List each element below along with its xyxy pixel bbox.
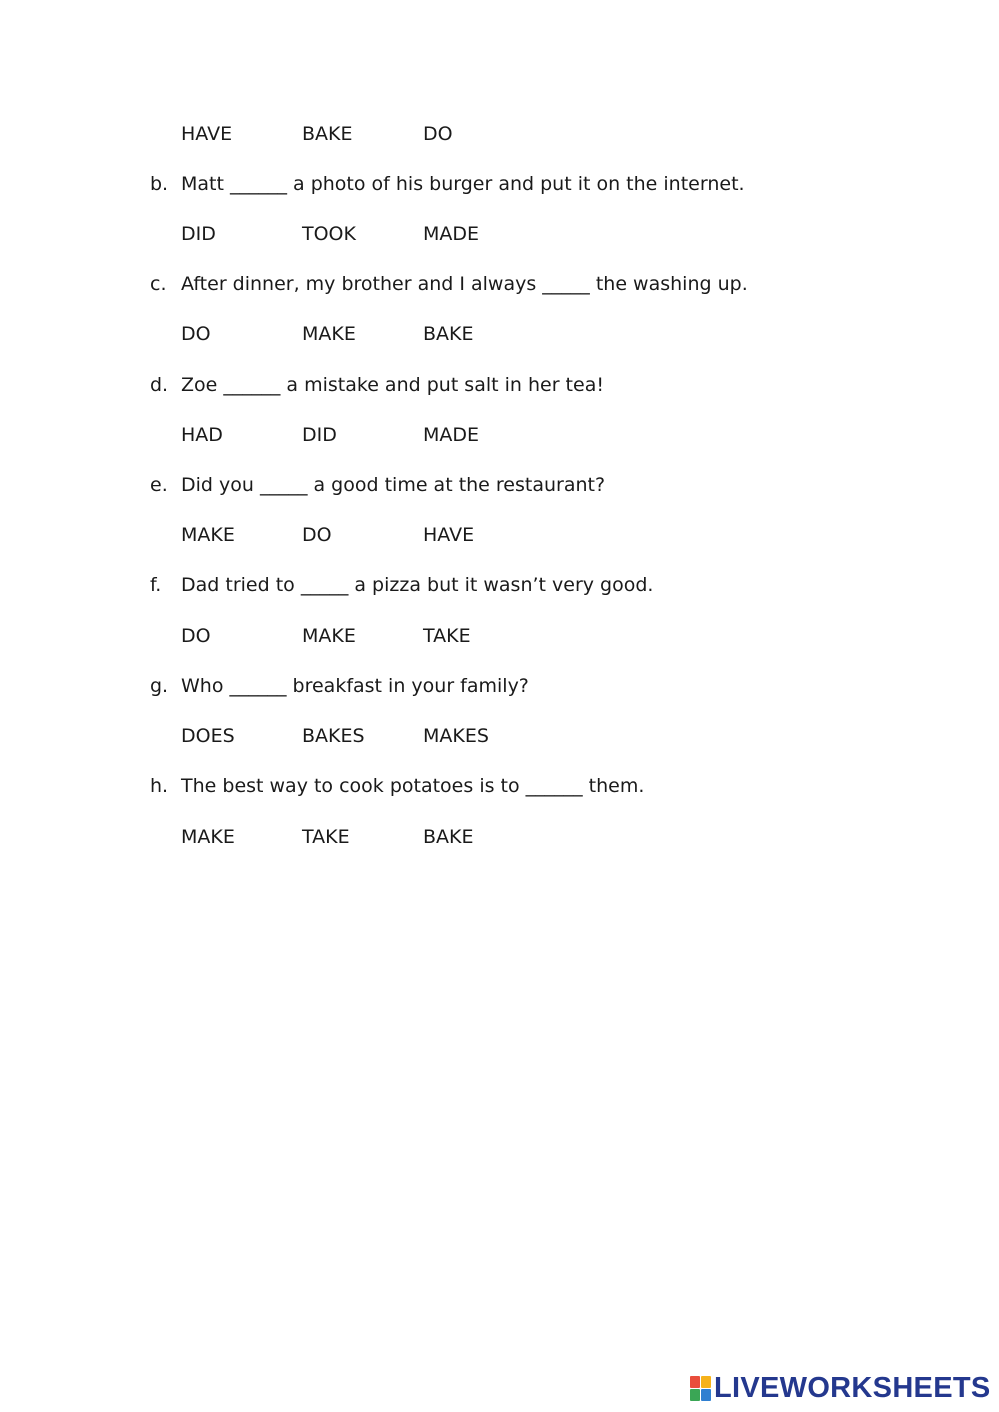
question-text: Dad tried to _____ a pizza but it wasn’t very good. [181, 574, 654, 596]
question-text: Matt ______ a photo of his burger and put it on the internet. [181, 173, 745, 195]
question-letter: f. [150, 574, 162, 596]
option-c-1[interactable]: DO [181, 323, 211, 345]
option-f-3[interactable]: TAKE [423, 625, 471, 647]
question-text: Did you _____ a good time at the restaurant? [181, 474, 606, 496]
logo-square-i [701, 1376, 711, 1388]
option-h-3[interactable]: BAKE [423, 826, 474, 848]
option-a-3[interactable]: DO [423, 123, 453, 145]
question-text: After dinner, my brother and I always _____ the washing up. [181, 273, 748, 295]
option-b-3[interactable]: MADE [423, 223, 480, 245]
option-a-2[interactable]: BAKE [302, 123, 353, 145]
logo-square-e [701, 1389, 711, 1401]
option-d-2[interactable]: DID [302, 424, 337, 446]
question-letter: d. [150, 374, 169, 396]
question-c [150, 272, 748, 296]
question-e [150, 473, 605, 497]
option-d-3[interactable]: MADE [423, 424, 480, 446]
option-e-2[interactable]: DO [302, 524, 332, 546]
question-letter: b. [150, 173, 169, 195]
question-h [150, 774, 644, 798]
option-c-3[interactable]: BAKE [423, 323, 474, 345]
option-e-1[interactable]: MAKE [181, 524, 235, 546]
question-d [150, 373, 604, 397]
question-letter: h. [150, 775, 169, 797]
option-h-1[interactable]: MAKE [181, 826, 235, 848]
question-letter: e. [150, 474, 168, 496]
question-text: Who ______ breakfast in your family? [181, 675, 529, 697]
option-a-1[interactable]: HAVE [181, 123, 233, 145]
option-f-1[interactable]: DO [181, 625, 211, 647]
logo-text: LIVEWORKSHEETS [714, 1371, 991, 1404]
liveworksheets-logo [690, 1373, 991, 1403]
option-e-3[interactable]: HAVE [423, 524, 475, 546]
question-g [150, 674, 529, 698]
option-b-2[interactable]: TOOK [302, 223, 356, 245]
option-f-2[interactable]: MAKE [302, 625, 356, 647]
question-text: Zoe ______ a mistake and put salt in her tea! [181, 374, 604, 396]
option-g-3[interactable]: MAKES [423, 725, 489, 747]
option-g-2[interactable]: BAKES [302, 725, 365, 747]
logo-square-v [690, 1389, 700, 1401]
logo-square-l [690, 1376, 700, 1388]
question-text: The best way to cook potatoes is to ______ them. [181, 775, 645, 797]
option-g-1[interactable]: DOES [181, 725, 235, 747]
option-b-1[interactable]: DID [181, 223, 216, 245]
option-h-2[interactable]: TAKE [302, 826, 350, 848]
question-letter: c. [150, 273, 167, 295]
option-d-1[interactable]: HAD [181, 424, 223, 446]
liveworksheets-logo-icon [690, 1376, 710, 1400]
question-b [150, 172, 745, 196]
option-c-2[interactable]: MAKE [302, 323, 356, 345]
question-letter: g. [150, 675, 169, 697]
question-f [150, 573, 653, 597]
